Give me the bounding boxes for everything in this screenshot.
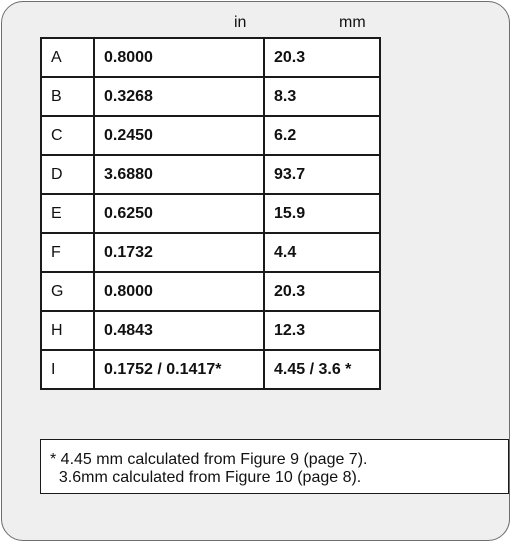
- footnote-line-2: 3.6mm calculated from Figure 10 (page 8).: [50, 469, 362, 486]
- table-row: [41, 272, 380, 311]
- value-mm: 20.3: [264, 38, 380, 77]
- value-in: 0.1752 / 0.1417*: [94, 350, 264, 389]
- row-label: G: [41, 272, 94, 311]
- row-label: C: [41, 116, 94, 155]
- dimensions-panel: [1, 1, 510, 541]
- column-header-in: in: [234, 14, 247, 31]
- row-label: H: [41, 311, 94, 350]
- footnote-line-1: * 4.45 mm calculated from Figure 9 (page 7).: [50, 451, 368, 468]
- row-label: F: [41, 233, 94, 272]
- value-mm: 93.7: [264, 155, 380, 194]
- row-label: B: [41, 77, 94, 116]
- value-in: 0.1732: [94, 233, 264, 272]
- value-in: 0.6250: [94, 194, 264, 233]
- value-mm: 4.45 / 3.6 *: [264, 350, 380, 389]
- value-in: 0.2450: [94, 116, 264, 155]
- row-label: D: [41, 155, 94, 194]
- value-mm: 8.3: [264, 77, 380, 116]
- value-in: 0.8000: [94, 272, 264, 311]
- footnote-box: [40, 439, 509, 494]
- dimensions-table: [40, 37, 381, 390]
- row-label: A: [41, 38, 94, 77]
- table-row: [41, 38, 380, 77]
- row-label: E: [41, 194, 94, 233]
- column-header-mm: mm: [339, 14, 366, 31]
- value-in: 0.8000: [94, 38, 264, 77]
- value-in: 0.4843: [94, 311, 264, 350]
- value-mm: 4.4: [264, 233, 380, 272]
- value-mm: 15.9: [264, 194, 380, 233]
- value-mm: 20.3: [264, 272, 380, 311]
- value-mm: 12.3: [264, 311, 380, 350]
- value-in: 3.6880: [94, 155, 264, 194]
- table-row: [41, 194, 380, 233]
- table-row: [41, 155, 380, 194]
- table-row: [41, 233, 380, 272]
- value-in: 0.3268: [94, 77, 264, 116]
- row-label: I: [41, 350, 94, 389]
- value-mm: 6.2: [264, 116, 380, 155]
- table-row: [41, 311, 380, 350]
- table-row: [41, 77, 380, 116]
- table-row: [41, 350, 380, 389]
- table-row: [41, 116, 380, 155]
